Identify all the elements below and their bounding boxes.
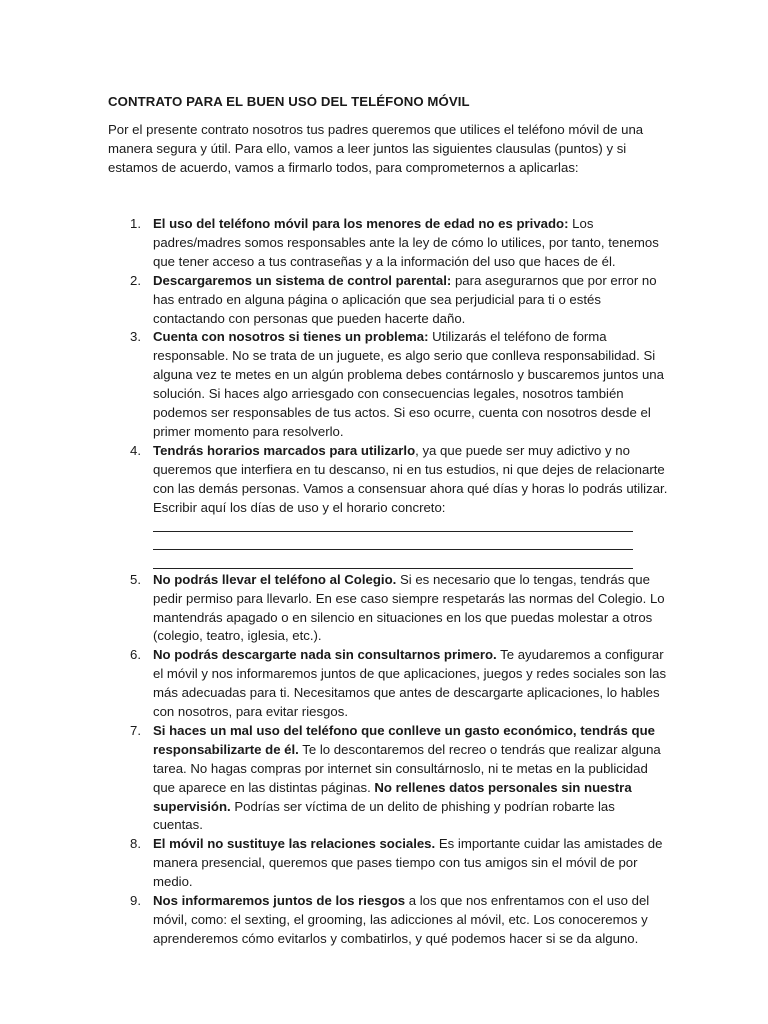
write-line[interactable] — [153, 518, 633, 532]
write-line[interactable] — [153, 550, 633, 569]
clause-text: Los padres/madres somos responsables ante la ley de cómo lo utilices, por tanto, tenemos que tener acceso a tus contraseñas y a la información del uso que haces de él. — [153, 216, 659, 269]
clause-heading: Cuenta con nosotros si tienes un problema: — [153, 329, 429, 345]
clause-number: 8. — [130, 836, 141, 852]
clause-heading: No podrás llevar el teléfono al Colegio. — [153, 571, 397, 587]
clause-heading: Tendrás horarios marcados para utilizarlo — [153, 442, 416, 458]
clause-text: Si es necesario que lo tengas, tendrás que pedir permiso para llevarlo. En ese caso siempre respetarás las normas del Colegio. Lo mantendrás apagado o en silencio en situaciones en los que puedas molestar a otros (colegio, teatro, iglesia, etc.). — [153, 571, 665, 644]
clause-item-9 — [108, 892, 668, 949]
clause-heading: El uso del teléfono móvil para los menores de edad no es privado: — [153, 216, 569, 231]
clause-item-7 — [108, 722, 668, 835]
clause-text-secondary: Podrías ser víctima de un delito de phishing y podrían robarte las cuentas. — [153, 798, 615, 833]
clause-text: Utilizarás el teléfono de forma responsable. No se trata de un juguete, es algo serio que conlleva responsabilidad. Si alguna vez te metes en un algún problema debes contárnoslo y buscaremos juntos una solución. Si haces algo arriesgado con consecuencias legales, nosotros también podemos ser responsables de tus actos. Si eso ocurre, cuenta con nosotros desde el primer momento para resolverlo. — [153, 329, 664, 439]
clause-heading: El móvil no sustituye las relaciones sociales. — [153, 836, 436, 852]
clause-item-8 — [108, 835, 668, 892]
clause-number: 6. — [130, 647, 141, 663]
clause-item-4 — [108, 442, 668, 518]
clause-text: , ya que puede ser muy adictivo y no queremos que interfiera en tu descanso, ni en tus estudios, ni que dejes de relacionarte con las demás personas. Vamos a consensuar ahora qué días y horas lo podrás utilizar. Escribir aquí los días de uso y el horario concreto: — [153, 442, 668, 515]
clause-number: 3. — [130, 329, 141, 345]
clause-number: 2. — [130, 272, 141, 288]
clause-item-1 — [108, 215, 668, 272]
clause-list — [108, 215, 668, 949]
clause-heading-secondary: No rellenes datos personales sin nuestra supervisión. — [153, 779, 632, 814]
clause-text: Es importante cuidar las amistades de manera presencial, queremos que pases tiempo con tus amigos sin el móvil de por medio. — [153, 836, 663, 890]
clause-text: a los que nos enfrentamos con el uso del móvil, como: el sexting, el grooming, las adicciones al móvil, etc. Los conoceremos y aprenderemos cómo evitarlos y combatirlos, y qué podemos hacer si se da alguno. — [153, 893, 650, 946]
clause-number: 5. — [130, 571, 141, 587]
clause-text: Te lo descontaremos del recreo o tendrás que realizar alguna tarea. No hagas compras por internet sin consultárnoslo, ni te metas en la publicidad que aparece en las distintas páginas. — [153, 741, 661, 795]
clause-heading: Si haces un mal uso del teléfono que conlleve un gasto económico, tendrás que responsabilizarte de él. — [153, 722, 655, 757]
clause-item-2 — [108, 272, 668, 329]
clause-text: para asegurarnos que por error no has entrado en alguna página o aplicación que sea perjudicial para ti o estés contactando con personas que pueden hacerte daño. — [153, 272, 657, 326]
intro-paragraph: Por el presente contrato nosotros tus padres queremos que utilices el teléfono móvil de una manera segura y útil. Para ello, vamos a leer juntos las siguientes clausulas (puntos) y si estamos de acuerdo, vamos a firmarlo todos, para comprometernos a aplicarlas: — [108, 122, 644, 175]
clause-heading: Nos informaremos juntos de los riesgos — [153, 893, 406, 909]
clause-number: 4. — [130, 442, 141, 458]
clause-heading: Descargaremos un sistema de control parental: — [153, 272, 452, 288]
clause-number: 7. — [130, 722, 141, 738]
schedule-write-lines — [108, 518, 668, 569]
clause-item-3 — [108, 328, 668, 441]
clause-item-5 — [108, 571, 668, 647]
clause-number: 9. — [130, 893, 141, 909]
clause-heading: No podrás descargarte nada sin consultarnos primero. — [153, 647, 497, 663]
clause-item-6 — [108, 646, 668, 722]
document-title: CONTRATO PARA EL BUEN USO DEL TELÉFONO MÓVIL — [108, 94, 470, 109]
clause-number: 1. — [130, 216, 141, 231]
clause-text: Te ayudaremos a configurar el móvil y nos informaremos juntos de que aplicaciones, juegos y redes sociales son las más adecuadas para ti. Necesitamos que antes de descargarte aplicaciones, lo hables con nosotros, para evitar riesgos. — [153, 647, 667, 720]
write-line[interactable] — [153, 532, 633, 551]
